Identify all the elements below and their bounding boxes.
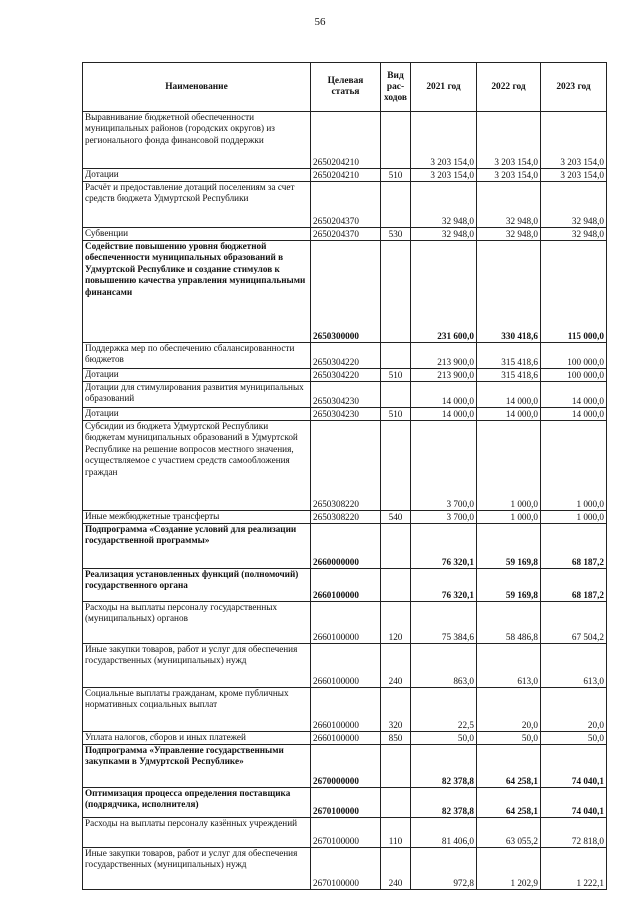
- cell-2021: 82 378,8: [411, 788, 477, 818]
- table-row: [83, 511, 607, 524]
- cell-vid: [381, 382, 411, 408]
- cell-2023: 20,0: [541, 688, 607, 732]
- cell-name: Дотации: [83, 369, 311, 382]
- cell-vid: [381, 524, 411, 569]
- header-2021: 2021 год: [411, 63, 477, 112]
- cell-code: 2660000000: [311, 524, 381, 569]
- cell-name: Социальные выплаты гражданам, кроме публичных нормативных социальных выплат: [83, 688, 311, 732]
- cell-2022: 63 055,2: [477, 818, 541, 848]
- cell-vid: [381, 788, 411, 818]
- cell-2023: 74 040,1: [541, 788, 607, 818]
- cell-code: 2650300000: [311, 241, 381, 343]
- cell-name: Поддержка мер по обеспечению сбалансированности бюджетов: [83, 343, 311, 369]
- cell-2022: 330 418,6: [477, 241, 541, 343]
- table-row: [83, 112, 607, 169]
- cell-2023: 613,0: [541, 644, 607, 688]
- cell-name: Содействие повышению уровня бюджетной обеспеченности муниципальных образований в Удмуртской Республике и создание стимулов к повышению качества управления муниципальными финансами: [83, 241, 311, 343]
- cell-2022: 315 418,6: [477, 343, 541, 369]
- cell-2021: 231 600,0: [411, 241, 477, 343]
- cell-2021: 82 378,8: [411, 745, 477, 788]
- table-row: [83, 421, 607, 511]
- cell-vid: 110: [381, 818, 411, 848]
- cell-2023: 67 504,2: [541, 602, 607, 644]
- cell-2022: 59 169,8: [477, 569, 541, 602]
- cell-2021: 76 320,1: [411, 569, 477, 602]
- cell-vid: 510: [381, 169, 411, 182]
- cell-2021: 863,0: [411, 644, 477, 688]
- cell-vid: [381, 182, 411, 228]
- cell-code: 2670100000: [311, 788, 381, 818]
- cell-name: Расходы на выплаты персоналу казённых учреждений: [83, 818, 311, 848]
- cell-name: Дотации: [83, 169, 311, 182]
- cell-name: Иные закупки товаров, работ и услуг для обеспечения государственных (муниципальных) нужд: [83, 848, 311, 890]
- cell-vid: [381, 241, 411, 343]
- cell-2022: 1 000,0: [477, 421, 541, 511]
- cell-name: Иные межбюджетные трансферты: [83, 511, 311, 524]
- cell-code: 2660100000: [311, 688, 381, 732]
- cell-2023: 32 948,0: [541, 182, 607, 228]
- cell-2022: 14 000,0: [477, 408, 541, 421]
- header-code: Целевая статья: [311, 63, 381, 112]
- cell-code: 2670000000: [311, 745, 381, 788]
- budget-table: [82, 62, 607, 890]
- cell-name: Оптимизация процесса определения поставщика (подрядчика, исполнителя): [83, 788, 311, 818]
- table-row: [83, 382, 607, 408]
- cell-2023: 74 040,1: [541, 745, 607, 788]
- cell-2021: 213 900,0: [411, 343, 477, 369]
- cell-2021: 972,8: [411, 848, 477, 890]
- table-row: [83, 688, 607, 732]
- cell-code: 2650308220: [311, 511, 381, 524]
- cell-code: 2650204370: [311, 228, 381, 241]
- cell-vid: 510: [381, 408, 411, 421]
- cell-name: Дотации для стимулирования развития муниципальных образований: [83, 382, 311, 408]
- cell-code: 2650304220: [311, 369, 381, 382]
- cell-2023: 1 000,0: [541, 421, 607, 511]
- cell-vid: 240: [381, 848, 411, 890]
- cell-vid: [381, 569, 411, 602]
- cell-2021: 14 000,0: [411, 408, 477, 421]
- cell-code: 2660100000: [311, 732, 381, 745]
- table-row: [83, 732, 607, 745]
- cell-name: Уплата налогов, сборов и иных платежей: [83, 732, 311, 745]
- cell-2021: 213 900,0: [411, 369, 477, 382]
- cell-2023: 115 000,0: [541, 241, 607, 343]
- cell-code: 2660100000: [311, 569, 381, 602]
- cell-2021: 3 203 154,0: [411, 169, 477, 182]
- table-row: [83, 408, 607, 421]
- cell-2023: 1 222,1: [541, 848, 607, 890]
- table-row: [83, 524, 607, 569]
- table-row: [83, 848, 607, 890]
- cell-vid: [381, 421, 411, 511]
- cell-2022: 1 000,0: [477, 511, 541, 524]
- cell-2021: 3 700,0: [411, 421, 477, 511]
- cell-2021: 32 948,0: [411, 182, 477, 228]
- cell-code: 2670100000: [311, 818, 381, 848]
- cell-2021: 75 384,6: [411, 602, 477, 644]
- cell-name: Выравнивание бюджетной обеспеченности муниципальных районов (городских округов) из регионального фонда финансовой поддержки: [83, 112, 311, 169]
- table-row: [83, 788, 607, 818]
- cell-2023: 32 948,0: [541, 228, 607, 241]
- cell-name: Иные закупки товаров, работ и услуг для обеспечения государственных (муниципальных) нужд: [83, 644, 311, 688]
- cell-2022: 3 203 154,0: [477, 169, 541, 182]
- cell-code: 2650304230: [311, 382, 381, 408]
- cell-2023: 100 000,0: [541, 343, 607, 369]
- header-name: Наименование: [83, 63, 311, 112]
- cell-2022: 64 258,1: [477, 788, 541, 818]
- table-row: [83, 745, 607, 788]
- cell-vid: 540: [381, 511, 411, 524]
- cell-2021: 3 203 154,0: [411, 112, 477, 169]
- page-number: 56: [314, 16, 326, 28]
- cell-2023: 1 000,0: [541, 511, 607, 524]
- cell-vid: 510: [381, 369, 411, 382]
- cell-2023: 68 187,2: [541, 524, 607, 569]
- cell-2022: 3 203 154,0: [477, 112, 541, 169]
- cell-2021: 22,5: [411, 688, 477, 732]
- table-header-row: [83, 63, 607, 112]
- header-2023: 2023 год: [541, 63, 607, 112]
- cell-vid: [381, 112, 411, 169]
- cell-code: 2660100000: [311, 644, 381, 688]
- cell-2021: 14 000,0: [411, 382, 477, 408]
- cell-2021: 76 320,1: [411, 524, 477, 569]
- cell-code: 2670100000: [311, 848, 381, 890]
- cell-2021: 50,0: [411, 732, 477, 745]
- header-2022: 2022 год: [477, 63, 541, 112]
- cell-2023: 14 000,0: [541, 408, 607, 421]
- cell-name: Субсидии из бюджета Удмуртской Республики бюджетам муниципальных образований в Удмуртской Республике на решение вопросов местного значения, осуществляемое с участием средств самообложения граждан: [83, 421, 311, 511]
- cell-vid: 320: [381, 688, 411, 732]
- table-row: [83, 602, 607, 644]
- cell-2022: 32 948,0: [477, 228, 541, 241]
- cell-2022: 613,0: [477, 644, 541, 688]
- cell-vid: 120: [381, 602, 411, 644]
- cell-2021: 3 700,0: [411, 511, 477, 524]
- cell-name: Реализация установленных функций (полномочий) государственного органа: [83, 569, 311, 602]
- cell-name: Подпрограмма «Управление государственными закупками в Удмуртской Республике»: [83, 745, 311, 788]
- table-body: [83, 112, 607, 890]
- cell-2022: 64 258,1: [477, 745, 541, 788]
- cell-2022: 20,0: [477, 688, 541, 732]
- cell-2021: 81 406,0: [411, 818, 477, 848]
- cell-code: 2650204210: [311, 112, 381, 169]
- table-row: [83, 228, 607, 241]
- cell-2023: 68 187,2: [541, 569, 607, 602]
- cell-code: 2660100000: [311, 602, 381, 644]
- table-row: [83, 241, 607, 343]
- table-row: [83, 569, 607, 602]
- cell-code: 2650304230: [311, 408, 381, 421]
- cell-2022: 14 000,0: [477, 382, 541, 408]
- cell-vid: 530: [381, 228, 411, 241]
- cell-2022: 315 418,6: [477, 369, 541, 382]
- header-vid: Вид рас-ходов: [381, 63, 411, 112]
- cell-vid: [381, 745, 411, 788]
- cell-2023: 3 203 154,0: [541, 169, 607, 182]
- cell-2023: 72 818,0: [541, 818, 607, 848]
- cell-2022: 50,0: [477, 732, 541, 745]
- cell-2022: 58 486,8: [477, 602, 541, 644]
- table-row: [83, 369, 607, 382]
- cell-name: Дотации: [83, 408, 311, 421]
- cell-name: Субвенции: [83, 228, 311, 241]
- table-row: [83, 644, 607, 688]
- table-row: [83, 182, 607, 228]
- cell-code: 2650204210: [311, 169, 381, 182]
- cell-code: 2650204370: [311, 182, 381, 228]
- table-row: [83, 169, 607, 182]
- cell-2023: 3 203 154,0: [541, 112, 607, 169]
- cell-vid: 850: [381, 732, 411, 745]
- cell-2023: 14 000,0: [541, 382, 607, 408]
- cell-name: Подпрограмма «Создание условий для реализации государственной программы»: [83, 524, 311, 569]
- cell-code: 2650304220: [311, 343, 381, 369]
- cell-name: Расчёт и предоставление дотаций поселениям за счет средств бюджета Удмуртской Республики: [83, 182, 311, 228]
- cell-2023: 100 000,0: [541, 369, 607, 382]
- cell-2023: 50,0: [541, 732, 607, 745]
- cell-2021: 32 948,0: [411, 228, 477, 241]
- cell-vid: 240: [381, 644, 411, 688]
- cell-vid: [381, 343, 411, 369]
- cell-code: 2650308220: [311, 421, 381, 511]
- table-row: [83, 343, 607, 369]
- cell-2022: 32 948,0: [477, 182, 541, 228]
- cell-2022: 1 202,9: [477, 848, 541, 890]
- cell-2022: 59 169,8: [477, 524, 541, 569]
- cell-name: Расходы на выплаты персоналу государственных (муниципальных) органов: [83, 602, 311, 644]
- table-row: [83, 818, 607, 848]
